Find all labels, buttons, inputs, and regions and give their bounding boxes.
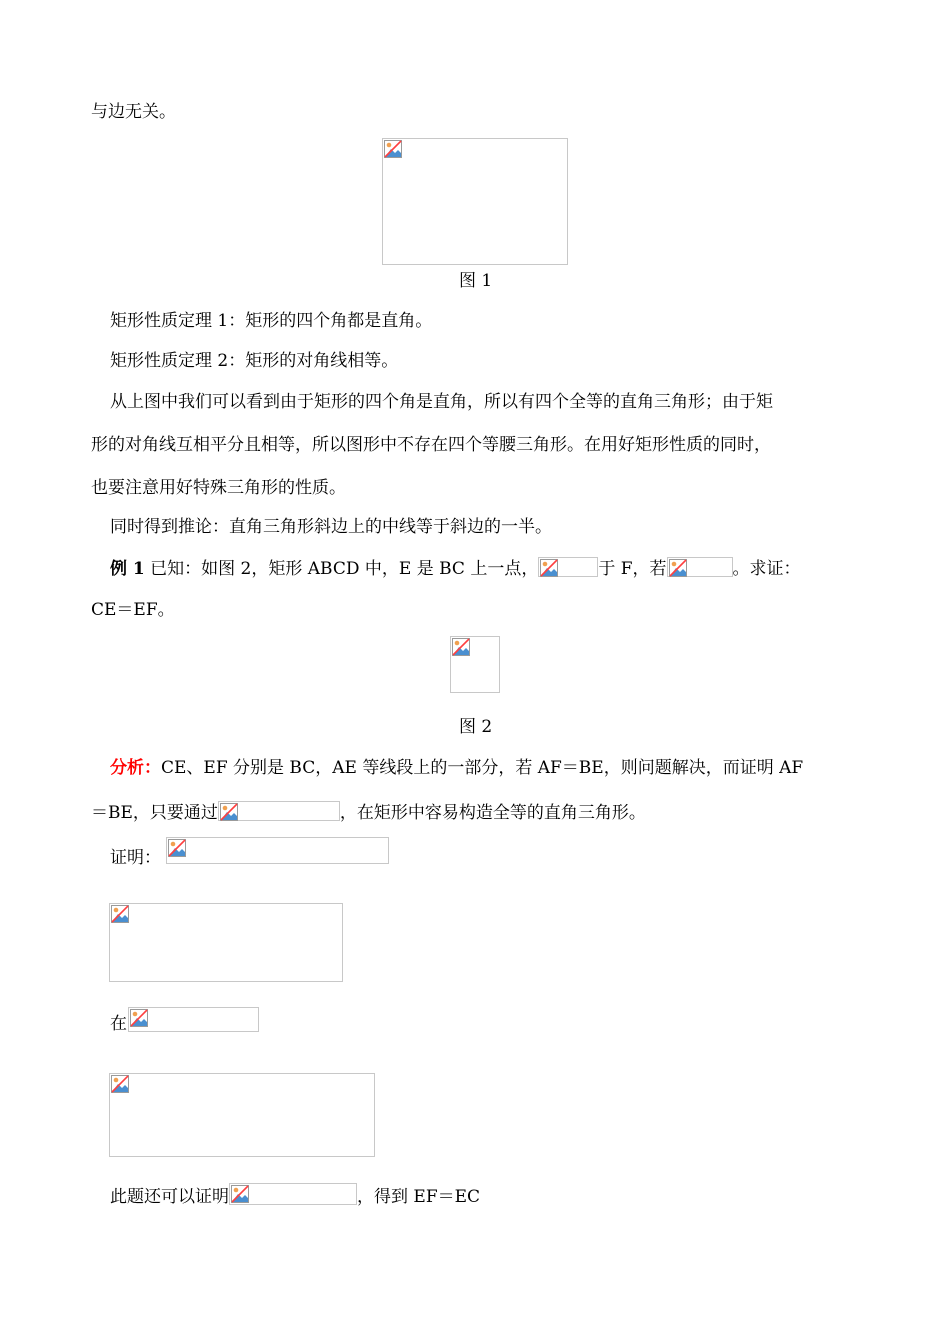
formula-image	[538, 557, 598, 577]
broken-image-icon	[111, 905, 129, 923]
example-text: 于 F，若	[598, 559, 667, 579]
broken-image-icon	[669, 559, 687, 577]
example-label: 例 1	[110, 559, 145, 579]
proof-text: 在	[110, 1014, 127, 1034]
broken-image-icon	[130, 1009, 148, 1027]
proof-label: 证明：	[110, 848, 161, 868]
broken-image-icon	[220, 803, 238, 821]
formula-image	[128, 1007, 259, 1032]
figure-2-caption: 图 2	[459, 717, 493, 737]
corollary: 同时得到推论：直角三角形斜边上的中线等于斜边的一半。	[110, 517, 552, 537]
paragraph-line: 形的对角线互相平分且相等，所以图形中不存在四个等腰三角形。在用好矩形性质的同时，	[91, 435, 771, 455]
paragraph-line: 从上图中我们可以看到由于矩形的四个角是直角，所以有四个全等的直角三角形；由于矩	[110, 392, 773, 412]
broken-image-icon	[168, 839, 186, 857]
formula-image	[667, 557, 733, 577]
closing-line	[110, 1183, 480, 1207]
example-1-line	[110, 557, 801, 579]
closing-text: 此题还可以证明	[110, 1187, 229, 1207]
figure-2-image	[450, 636, 500, 693]
closing-text: ，得到 EF＝EC	[357, 1187, 481, 1207]
analysis-line	[110, 758, 803, 778]
formula-image	[109, 903, 343, 982]
broken-image-icon	[540, 559, 558, 577]
broken-image-icon	[452, 638, 470, 656]
figure-1-image	[382, 138, 568, 265]
formula-image	[166, 837, 389, 864]
analysis-text: ＝BE，只要通过	[91, 803, 218, 823]
formula-image	[218, 801, 340, 821]
example-1-line: CE＝EF。	[91, 600, 175, 620]
theorem-2: 矩形性质定理 2：矩形的对角线相等。	[110, 351, 399, 371]
paragraph-line: 也要注意用好特殊三角形的性质。	[91, 478, 346, 498]
text-line: 与边无关。	[91, 102, 176, 122]
broken-image-icon	[111, 1075, 129, 1093]
analysis-text: CE、EF 分别是 BC，AE 等线段上的一部分，若 AF＝BE，则问题解决，而证明 AF	[161, 758, 804, 778]
formula-image	[109, 1073, 375, 1157]
example-text: 已知：如图 2，矩形 ABCD 中，E 是 BC 上一点，	[150, 559, 539, 579]
broken-image-icon	[384, 140, 402, 158]
figure-1-caption: 图 1	[459, 271, 493, 291]
example-text: 。求证：	[732, 559, 801, 579]
analysis-line	[91, 801, 646, 823]
theorem-1: 矩形性质定理 1：矩形的四个角都是直角。	[110, 311, 433, 331]
analysis-label: 分析：	[110, 758, 161, 778]
formula-image	[229, 1183, 357, 1205]
broken-image-icon	[231, 1185, 249, 1203]
analysis-text: ，在矩形中容易构造全等的直角三角形。	[339, 803, 646, 823]
